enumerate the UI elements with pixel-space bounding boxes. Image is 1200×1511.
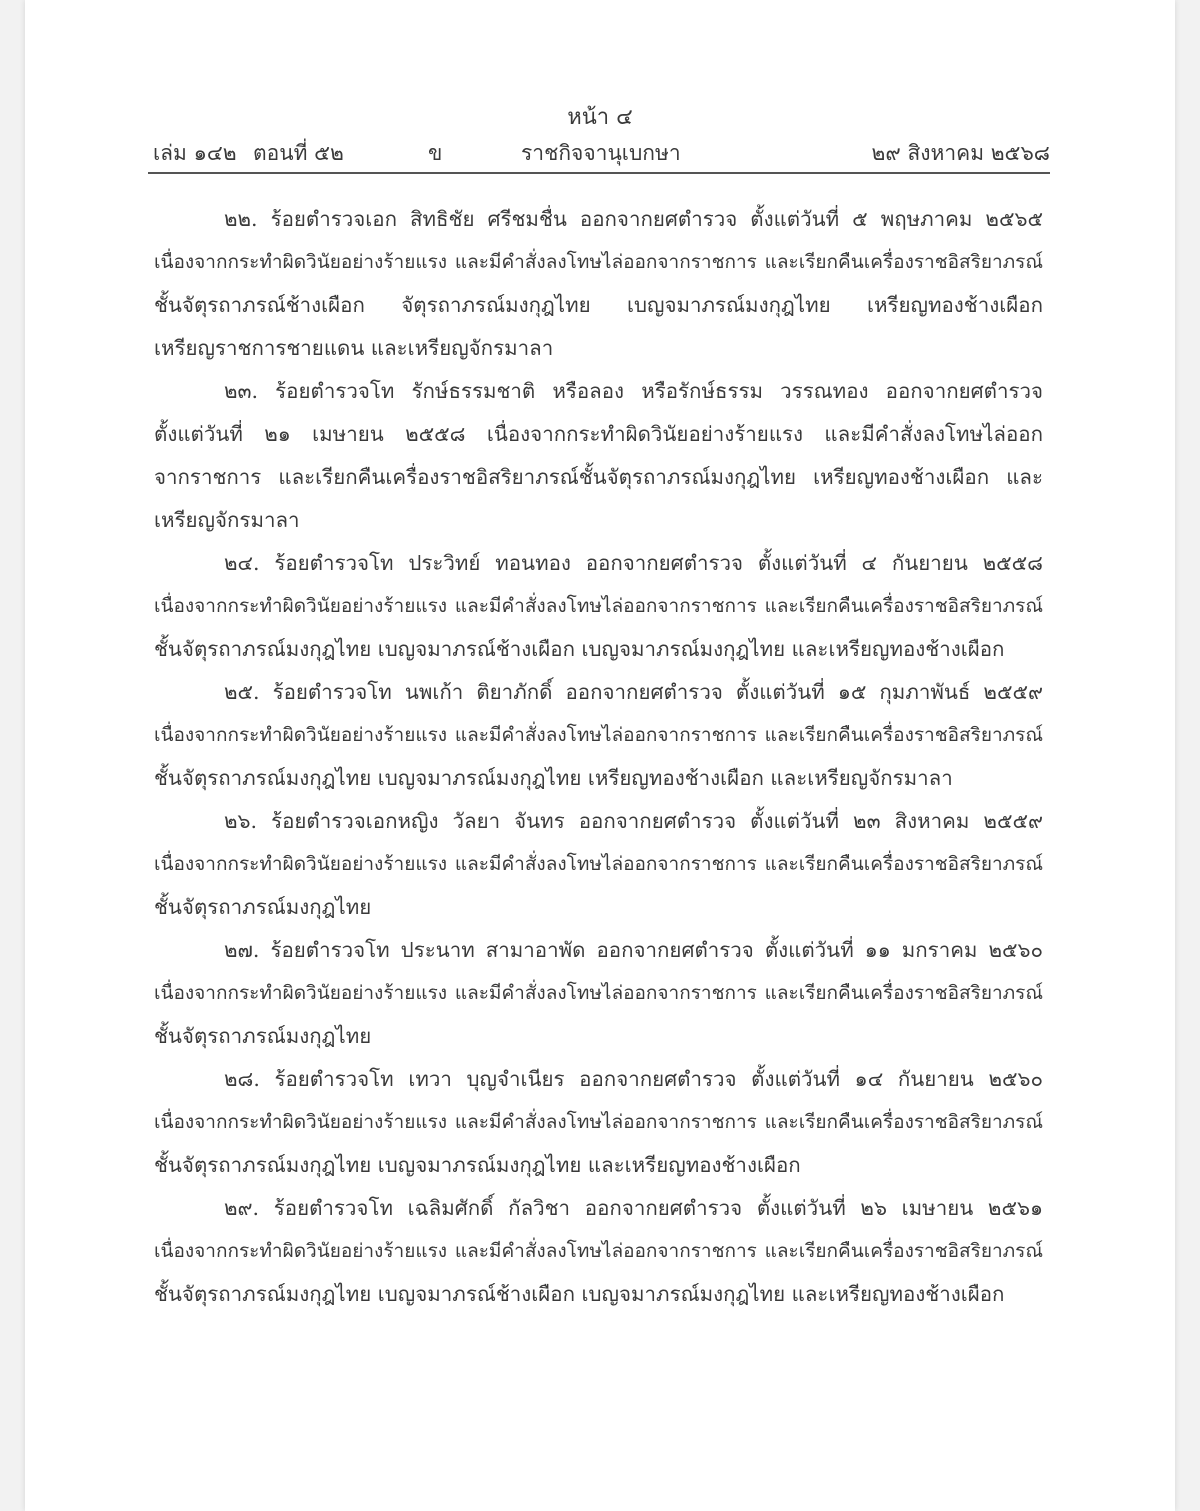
section-label: ข: [428, 141, 443, 165]
entry-line: เนื่องจากกระทำผิดวินัยอย่างร้ายแรง และมีคำสั่งลงโทษไล่ออกจากราชการ และเรียกคืนเครื่องราชอิสริยาภรณ์: [154, 724, 1043, 746]
entry-line: ชั้นจัตุรถาภรณ์มงกุฎไทย เบญจมาภรณ์มงกุฎไทย และเหรียญทองช้างเผือก: [154, 1153, 801, 1177]
list-item: [154, 198, 1043, 370]
entry-line: ๒๙. ร้อยตำรวจโท เฉลิมศักดิ์ กัลวิชา ออกจากยศตำรวจ ตั้งแต่วันที่ ๒๖ เมษายน ๒๕๖๑: [224, 1196, 1043, 1220]
document-body: [154, 198, 1043, 1316]
issue-label: ตอนที่ ๕๒: [253, 141, 344, 165]
entry-line: ชั้นจัตุรถาภรณ์ช้างเผือก จัตุรถาภรณ์มงกุฎไทย เบญจมาภรณ์มงกุฎไทย เหรียญทองช้างเผือก: [154, 293, 1043, 317]
list-item: [154, 1058, 1043, 1187]
entry-line: ๒๒. ร้อยตำรวจเอก สิทธิชัย ศรีชมชื่น ออกจากยศตำรวจ ตั้งแต่วันที่ ๕ พฤษภาคม ๒๕๖๕: [224, 207, 1043, 231]
volume-label: เล่ม ๑๔๒: [153, 141, 237, 165]
entry-line: ชั้นจัตุรถาภรณ์มงกุฎไทย: [154, 1024, 372, 1048]
entry-line: ๒๘. ร้อยตำรวจโท เทวา บุญจำเนียร ออกจากยศตำรวจ ตั้งแต่วันที่ ๑๔ กันยายน ๒๕๖๐: [224, 1067, 1043, 1091]
entry-line: ๒๓. ร้อยตำรวจโท รักษ์ธรรมชาติ หรือลอง หรือรักษ์ธรรม วรรณทอง ออกจากยศตำรวจ: [224, 379, 1043, 403]
entry-line: ๒๔. ร้อยตำรวจโท ประวิทย์ ทอนทอง ออกจากยศตำรวจ ตั้งแต่วันที่ ๔ กันยายน ๒๕๕๘: [224, 551, 1043, 575]
list-item: [154, 542, 1043, 671]
entry-line: เนื่องจากกระทำผิดวินัยอย่างร้ายแรง และมีคำสั่งลงโทษไล่ออกจากราชการ และเรียกคืนเครื่องราชอิสริยาภรณ์: [154, 251, 1043, 273]
entry-line: ชั้นจัตุรถาภรณ์มงกุฎไทย เบญจมาภรณ์ช้างเผือก เบญจมาภรณ์มงกุฎไทย และเหรียญทองช้างเผือก: [154, 1282, 1005, 1306]
entry-line: ๒๗. ร้อยตำรวจโท ประนาท สามาอาพัด ออกจากยศตำรวจ ตั้งแต่วันที่ ๑๑ มกราคม ๒๕๖๐: [224, 938, 1043, 962]
entry-line: จากราชการ และเรียกคืนเครื่องราชอิสริยาภรณ์ชั้นจัตุรถาภรณ์มงกุฎไทย เหรียญทองช้างเผือก และ: [154, 465, 1043, 489]
list-item: [154, 370, 1043, 542]
entry-line: ตั้งแต่วันที่ ๒๑ เมษายน ๒๕๕๘ เนื่องจากกระทำผิดวินัยอย่างร้ายแรง และมีคำสั่งลงโทษไล่ออก: [154, 422, 1043, 446]
entry-line: ๒๖. ร้อยตำรวจเอกหญิง วัลยา จันทร ออกจากยศตำรวจ ตั้งแต่วันที่ ๒๓ สิงหาคม ๒๕๕๙: [224, 809, 1043, 833]
entry-line: ชั้นจัตุรถาภรณ์มงกุฎไทย เบญจมาภรณ์ช้างเผือก เบญจมาภรณ์มงกุฎไทย และเหรียญทองช้างเผือก: [154, 637, 1005, 661]
entry-line: เหรียญราชการชายแดน และเหรียญจักรมาลา: [154, 336, 554, 360]
list-item: [154, 800, 1043, 929]
entry-line: เนื่องจากกระทำผิดวินัยอย่างร้ายแรง และมีคำสั่งลงโทษไล่ออกจากราชการ และเรียกคืนเครื่องราชอิสริยาภรณ์: [154, 853, 1043, 875]
entry-line: ชั้นจัตุรถาภรณ์มงกุฎไทย: [154, 895, 372, 919]
header-rule: [148, 172, 1050, 174]
list-item: [154, 1187, 1043, 1316]
entry-line: เนื่องจากกระทำผิดวินัยอย่างร้ายแรง และมีคำสั่งลงโทษไล่ออกจากราชการ และเรียกคืนเครื่องราชอิสริยาภรณ์: [154, 982, 1043, 1004]
publication-date: ๒๙ สิงหาคม ๒๕๖๘: [871, 141, 1050, 165]
entry-line: ๒๕. ร้อยตำรวจโท นพเก้า ติยาภักดิ์ ออกจากยศตำรวจ ตั้งแต่วันที่ ๑๕ กุมภาพันธ์ ๒๕๕๙: [224, 680, 1043, 704]
entry-line: เนื่องจากกระทำผิดวินัยอย่างร้ายแรง และมีคำสั่งลงโทษไล่ออกจากราชการ และเรียกคืนเครื่องราชอิสริยาภรณ์: [154, 1111, 1043, 1133]
entry-line: เหรียญจักรมาลา: [154, 508, 300, 532]
gazette-header: [153, 138, 1050, 170]
entry-line: ชั้นจัตุรถาภรณ์มงกุฎไทย เบญจมาภรณ์มงกุฎไทย เหรียญทองช้างเผือก และเหรียญจักรมาลา: [154, 766, 953, 790]
list-item: [154, 671, 1043, 800]
list-item: [154, 929, 1043, 1058]
entry-line: เนื่องจากกระทำผิดวินัยอย่างร้ายแรง และมีคำสั่งลงโทษไล่ออกจากราชการ และเรียกคืนเครื่องราชอิสริยาภรณ์: [154, 1240, 1043, 1262]
page-number: หน้า ๔: [567, 105, 633, 130]
entry-line: เนื่องจากกระทำผิดวินัยอย่างร้ายแรง และมีคำสั่งลงโทษไล่ออกจากราชการ และเรียกคืนเครื่องราชอิสริยาภรณ์: [154, 595, 1043, 617]
publication-title: ราชกิจจานุเบกษา: [521, 141, 681, 165]
